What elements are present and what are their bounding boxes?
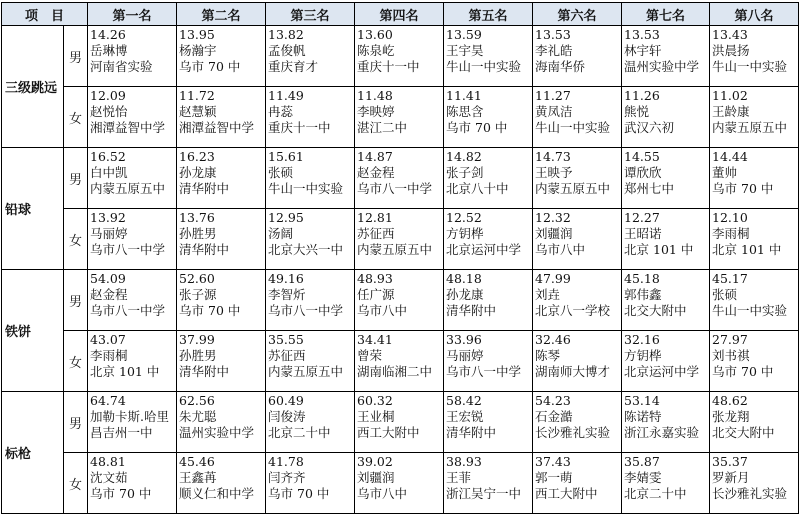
result-cell xyxy=(622,87,710,148)
result-cell xyxy=(622,26,710,87)
result-cell xyxy=(266,209,355,270)
athlete-name: 谭欣欣 xyxy=(624,165,662,180)
result-cell xyxy=(710,453,799,514)
gender-label: 女 xyxy=(64,209,88,270)
place-header: 第四名 xyxy=(355,3,444,26)
place-header: 第八名 xyxy=(710,3,799,26)
athlete-name: 方钥桦 xyxy=(446,226,484,241)
athlete-score: 62.56 xyxy=(179,393,215,408)
athlete-school: 清华附中 xyxy=(179,364,230,379)
athlete-name: 王鑫苒 xyxy=(179,470,217,485)
athlete-score: 13.43 xyxy=(712,27,748,42)
athlete-school: 乌市八一中学 xyxy=(90,303,166,318)
athlete-score: 13.95 xyxy=(179,27,215,42)
athlete-score: 13.60 xyxy=(357,27,393,42)
result-cell xyxy=(444,87,533,148)
athlete-score: 12.81 xyxy=(357,210,393,225)
athlete-school: 郑州七中 xyxy=(624,181,675,196)
athlete-name: 苏征西 xyxy=(357,226,395,241)
result-cell xyxy=(88,209,177,270)
athlete-name: 郭一萌 xyxy=(535,470,573,485)
athlete-name: 李婧雯 xyxy=(624,470,662,485)
athlete-school: 乌市 70 中 xyxy=(179,303,241,318)
athlete-name: 张硕 xyxy=(268,165,294,180)
athlete-school: 乌市八一中学 xyxy=(268,303,344,318)
result-cell xyxy=(533,392,622,453)
athlete-school: 乌市 70 中 xyxy=(179,59,241,74)
result-cell xyxy=(444,209,533,270)
athlete-name: 闫俊涛 xyxy=(268,409,306,424)
result-cell xyxy=(444,26,533,87)
athlete-school: 顺义仁和中学 xyxy=(179,486,255,501)
athlete-school: 北京 101 中 xyxy=(90,364,160,379)
result-cell xyxy=(177,270,266,331)
result-cell xyxy=(266,87,355,148)
athlete-score: 35.55 xyxy=(268,332,304,347)
result-cell xyxy=(710,270,799,331)
athlete-name: 刘疆润 xyxy=(535,226,573,241)
athlete-school: 浙江吴宁一中 xyxy=(446,486,522,501)
athlete-name: 孟俊帆 xyxy=(268,43,306,58)
result-cell xyxy=(177,209,266,270)
athlete-school: 乌市 70 中 xyxy=(712,181,774,196)
athlete-score: 34.41 xyxy=(357,332,393,347)
athlete-name: 赵悦怡 xyxy=(90,104,128,119)
result-cell xyxy=(88,392,177,453)
gender-label: 女 xyxy=(64,331,88,392)
athlete-school: 湖南临湘二中 xyxy=(357,364,433,379)
athlete-name: 张子剑 xyxy=(446,165,484,180)
item-header: 项 目 xyxy=(2,3,88,26)
athlete-score: 64.74 xyxy=(90,393,126,408)
athlete-score: 38.93 xyxy=(446,454,482,469)
athlete-school: 北京运河中学 xyxy=(446,242,522,257)
athlete-name: 李礼皓 xyxy=(535,43,573,58)
athlete-name: 方钥桦 xyxy=(624,348,662,363)
athlete-school: 牛山一中实验 xyxy=(268,181,344,196)
athlete-name: 孙胜男 xyxy=(179,348,217,363)
result-cell xyxy=(533,87,622,148)
athlete-school: 牛山一中实验 xyxy=(712,303,788,318)
result-cell xyxy=(533,148,622,209)
athlete-score: 35.37 xyxy=(712,454,748,469)
result-cell xyxy=(88,26,177,87)
result-cell xyxy=(355,453,444,514)
result-cell xyxy=(533,209,622,270)
athlete-name: 董帅 xyxy=(712,165,738,180)
result-cell xyxy=(710,209,799,270)
result-cell xyxy=(88,453,177,514)
gender-label: 男 xyxy=(64,148,88,209)
athlete-score: 13.53 xyxy=(535,27,571,42)
result-cell xyxy=(177,87,266,148)
athlete-score: 48.18 xyxy=(446,271,482,286)
result-cell xyxy=(177,331,266,392)
athlete-name: 闫齐齐 xyxy=(268,470,306,485)
athlete-name: 李映婷 xyxy=(357,104,395,119)
athlete-score: 14.55 xyxy=(624,149,660,164)
event-name: 三级跳远 xyxy=(2,26,64,148)
athlete-score: 13.53 xyxy=(624,27,660,42)
result-cell xyxy=(266,392,355,453)
athlete-school: 清华附中 xyxy=(446,425,497,440)
athlete-score: 12.27 xyxy=(624,210,660,225)
athlete-score: 13.92 xyxy=(90,210,126,225)
athlete-school: 乌市八一中学 xyxy=(446,364,522,379)
athlete-school: 重庆十一中 xyxy=(268,120,331,135)
athlete-score: 11.41 xyxy=(446,88,482,103)
athlete-score: 48.62 xyxy=(712,393,748,408)
athlete-name: 赵金程 xyxy=(357,165,395,180)
athlete-school: 牛山一中实验 xyxy=(446,59,522,74)
athlete-name: 罗新月 xyxy=(712,470,750,485)
athlete-name: 王菲 xyxy=(446,470,472,485)
result-cell xyxy=(355,331,444,392)
athlete-school: 湘潭益智中学 xyxy=(90,120,166,135)
athlete-school: 北交大附中 xyxy=(712,425,775,440)
athlete-score: 45.18 xyxy=(624,271,660,286)
result-cell xyxy=(355,87,444,148)
result-cell xyxy=(266,453,355,514)
athlete-name: 陈泉屹 xyxy=(357,43,395,58)
athlete-school: 乌市八一中学 xyxy=(357,181,433,196)
athlete-score: 47.99 xyxy=(535,271,571,286)
result-cell xyxy=(266,270,355,331)
athlete-score: 14.44 xyxy=(712,149,748,164)
athlete-name: 王宏锐 xyxy=(446,409,484,424)
athlete-name: 熊悦 xyxy=(624,104,650,119)
athlete-score: 49.16 xyxy=(268,271,304,286)
athlete-name: 李雨桐 xyxy=(712,226,750,241)
athlete-score: 39.02 xyxy=(357,454,393,469)
results-body xyxy=(2,26,799,514)
athlete-name: 赵金程 xyxy=(90,287,128,302)
athlete-school: 北京二十中 xyxy=(268,425,331,440)
athlete-name: 孙胜男 xyxy=(179,226,217,241)
athlete-school: 乌市 70 中 xyxy=(712,364,774,379)
athlete-score: 14.26 xyxy=(90,27,126,42)
header-row xyxy=(2,3,799,26)
athlete-name: 李智炘 xyxy=(268,287,306,302)
athlete-school: 北京 101 中 xyxy=(624,242,694,257)
gender-label: 男 xyxy=(64,26,88,87)
athlete-score: 13.59 xyxy=(446,27,482,42)
result-cell xyxy=(533,453,622,514)
place-header: 第一名 xyxy=(88,3,177,26)
athlete-name: 王宇昊 xyxy=(446,43,484,58)
result-cell xyxy=(710,331,799,392)
place-header: 第三名 xyxy=(266,3,355,26)
result-cell xyxy=(710,26,799,87)
athlete-score: 13.76 xyxy=(179,210,215,225)
result-cell xyxy=(355,270,444,331)
athlete-school: 重庆十一中 xyxy=(357,59,420,74)
athlete-score: 33.96 xyxy=(446,332,482,347)
result-cell xyxy=(177,392,266,453)
athlete-name: 陈琴 xyxy=(535,348,561,363)
athlete-name: 杨瀚宇 xyxy=(179,43,217,58)
athlete-school: 乌市 70 中 xyxy=(268,486,330,501)
athlete-school: 乌市八一中学 xyxy=(90,242,166,257)
athlete-name: 郭伟鑫 xyxy=(624,287,662,302)
athlete-score: 60.32 xyxy=(357,393,393,408)
athlete-school: 河南省实验 xyxy=(90,59,153,74)
result-cell xyxy=(444,392,533,453)
result-cell xyxy=(622,209,710,270)
athlete-score: 14.73 xyxy=(535,149,571,164)
result-cell xyxy=(444,453,533,514)
athlete-school: 内蒙五原五中 xyxy=(268,364,344,379)
athlete-score: 11.48 xyxy=(357,88,393,103)
result-cell xyxy=(355,26,444,87)
athlete-school: 北京二十中 xyxy=(624,486,687,501)
athlete-score: 11.26 xyxy=(624,88,660,103)
athlete-score: 43.07 xyxy=(90,332,126,347)
result-cell xyxy=(444,270,533,331)
athlete-score: 45.46 xyxy=(179,454,215,469)
result-cell xyxy=(266,26,355,87)
athlete-score: 16.23 xyxy=(179,149,215,164)
athlete-score: 11.27 xyxy=(535,88,571,103)
athlete-name: 朱尤聪 xyxy=(179,409,217,424)
athlete-score: 13.82 xyxy=(268,27,304,42)
result-row xyxy=(2,209,799,270)
athlete-school: 海南华侨 xyxy=(535,59,586,74)
athlete-name: 张硕 xyxy=(712,287,738,302)
result-cell xyxy=(88,270,177,331)
result-cell xyxy=(533,270,622,331)
athlete-name: 王昭诺 xyxy=(624,226,662,241)
athlete-school: 重庆育才 xyxy=(268,59,319,74)
athlete-school: 内蒙五原五中 xyxy=(90,181,166,196)
athlete-name: 王龄康 xyxy=(712,104,750,119)
result-row xyxy=(2,148,799,209)
athlete-name: 张子源 xyxy=(179,287,217,302)
athlete-school: 北交大附中 xyxy=(624,303,687,318)
result-cell xyxy=(88,331,177,392)
athlete-school: 温州实验中学 xyxy=(179,425,255,440)
athlete-name: 洪晨扬 xyxy=(712,43,750,58)
gender-label: 男 xyxy=(64,270,88,331)
result-cell xyxy=(710,148,799,209)
athlete-name: 加勒卡斯.哈里 xyxy=(90,409,169,424)
athlete-school: 乌市 70 中 xyxy=(446,120,508,135)
athlete-score: 12.09 xyxy=(90,88,126,103)
athlete-score: 35.87 xyxy=(624,454,660,469)
athlete-school: 内蒙五原五中 xyxy=(357,242,433,257)
result-cell xyxy=(622,148,710,209)
athlete-score: 11.49 xyxy=(268,88,304,103)
athlete-name: 曾荣 xyxy=(357,348,383,363)
place-header: 第五名 xyxy=(444,3,533,26)
athlete-name: 陈思含 xyxy=(446,104,484,119)
athlete-name: 刘书祺 xyxy=(712,348,750,363)
result-cell xyxy=(444,148,533,209)
result-cell xyxy=(710,392,799,453)
athlete-name: 汤阔 xyxy=(268,226,294,241)
athlete-school: 乌市八中 xyxy=(357,303,408,318)
result-cell xyxy=(355,148,444,209)
result-cell xyxy=(622,331,710,392)
athlete-school: 内蒙五原五中 xyxy=(712,120,788,135)
gender-label: 女 xyxy=(64,87,88,148)
athlete-name: 林宇轩 xyxy=(624,43,662,58)
result-row xyxy=(2,392,799,453)
result-cell xyxy=(88,148,177,209)
result-cell xyxy=(622,392,710,453)
place-header: 第七名 xyxy=(622,3,710,26)
athlete-score: 54.09 xyxy=(90,271,126,286)
result-cell xyxy=(88,87,177,148)
result-row xyxy=(2,331,799,392)
athlete-name: 王映予 xyxy=(535,165,573,180)
athlete-score: 16.52 xyxy=(90,149,126,164)
athlete-school: 长沙雅礼实验 xyxy=(712,486,788,501)
result-cell xyxy=(266,148,355,209)
result-row xyxy=(2,87,799,148)
athlete-score: 12.32 xyxy=(535,210,571,225)
result-cell xyxy=(266,331,355,392)
athlete-school: 湘潭益智中学 xyxy=(179,120,255,135)
event-name: 铁饼 xyxy=(2,270,64,392)
athlete-score: 58.42 xyxy=(446,393,482,408)
result-cell xyxy=(177,453,266,514)
athlete-name: 马丽婷 xyxy=(446,348,484,363)
athlete-school: 长沙雅礼实验 xyxy=(535,425,611,440)
athlete-score: 15.61 xyxy=(268,149,304,164)
athlete-name: 白中凯 xyxy=(90,165,128,180)
athlete-name: 冉蕊 xyxy=(268,104,294,119)
athlete-school: 乌市八中 xyxy=(357,486,408,501)
athlete-name: 王业桐 xyxy=(357,409,395,424)
athlete-school: 西工大附中 xyxy=(535,486,598,501)
result-cell xyxy=(710,87,799,148)
athlete-score: 37.99 xyxy=(179,332,215,347)
athlete-score: 14.82 xyxy=(446,149,482,164)
result-cell xyxy=(355,392,444,453)
athlete-score: 41.78 xyxy=(268,454,304,469)
athlete-school: 浙江永嘉实验 xyxy=(624,425,700,440)
athlete-school: 清华附中 xyxy=(446,303,497,318)
athlete-score: 37.43 xyxy=(535,454,571,469)
athlete-name: 马丽婷 xyxy=(90,226,128,241)
athlete-score: 12.10 xyxy=(712,210,748,225)
athlete-name: 石金澔 xyxy=(535,409,573,424)
athlete-name: 孙龙康 xyxy=(179,165,217,180)
athlete-school: 北京 101 中 xyxy=(712,242,782,257)
athlete-school: 牛山一中实验 xyxy=(712,59,788,74)
result-cell xyxy=(622,453,710,514)
result-cell xyxy=(622,270,710,331)
result-row xyxy=(2,270,799,331)
gender-label: 男 xyxy=(64,392,88,453)
athlete-name: 陈诺特 xyxy=(624,409,662,424)
result-cell xyxy=(444,331,533,392)
gender-label: 女 xyxy=(64,453,88,514)
athlete-school: 牛山一中实验 xyxy=(535,120,611,135)
athlete-score: 48.93 xyxy=(357,271,393,286)
result-cell xyxy=(533,331,622,392)
athlete-name: 赵慧颖 xyxy=(179,104,217,119)
athlete-score: 53.14 xyxy=(624,393,660,408)
athlete-score: 48.81 xyxy=(90,454,126,469)
athlete-school: 清华附中 xyxy=(179,181,230,196)
result-cell xyxy=(177,148,266,209)
athlete-name: 沈文茹 xyxy=(90,470,128,485)
athlete-score: 60.49 xyxy=(268,393,304,408)
results-table xyxy=(1,2,799,514)
athlete-score: 12.52 xyxy=(446,210,482,225)
athlete-name: 岳琳博 xyxy=(90,43,128,58)
athlete-school: 温州实验中学 xyxy=(624,59,700,74)
athlete-school: 北京八一学校 xyxy=(535,303,611,318)
athlete-score: 14.87 xyxy=(357,149,393,164)
athlete-score: 32.16 xyxy=(624,332,660,347)
athlete-school: 乌市八中 xyxy=(535,242,586,257)
result-cell xyxy=(533,26,622,87)
result-cell xyxy=(355,209,444,270)
athlete-school: 西工大附中 xyxy=(357,425,420,440)
athlete-school: 乌市 70 中 xyxy=(90,486,152,501)
athlete-school: 武汉六初 xyxy=(624,120,675,135)
athlete-score: 11.72 xyxy=(179,88,215,103)
athlete-name: 张龙翔 xyxy=(712,409,750,424)
event-name: 标枪 xyxy=(2,392,64,514)
athlete-school: 湛江二中 xyxy=(357,120,408,135)
result-row xyxy=(2,453,799,514)
athlete-name: 刘垚 xyxy=(535,287,561,302)
event-name: 铅球 xyxy=(2,148,64,270)
athlete-score: 54.23 xyxy=(535,393,571,408)
athlete-name: 苏征西 xyxy=(268,348,306,363)
athlete-score: 32.46 xyxy=(535,332,571,347)
place-header: 第二名 xyxy=(177,3,266,26)
athlete-score: 52.60 xyxy=(179,271,215,286)
athlete-school: 清华附中 xyxy=(179,242,230,257)
athlete-name: 任广源 xyxy=(357,287,395,302)
result-cell xyxy=(177,26,266,87)
athlete-school: 北京运河中学 xyxy=(624,364,700,379)
athlete-school: 昌吉州一中 xyxy=(90,425,153,440)
athlete-score: 12.95 xyxy=(268,210,304,225)
athlete-school: 北京大兴一中 xyxy=(268,242,344,257)
athlete-score: 27.97 xyxy=(712,332,748,347)
athlete-school: 北京八十中 xyxy=(446,181,509,196)
athlete-name: 黄凤洁 xyxy=(535,104,573,119)
athlete-school: 湖南师大博才 xyxy=(535,364,611,379)
result-row xyxy=(2,26,799,87)
place-header: 第六名 xyxy=(533,3,622,26)
athlete-score: 45.17 xyxy=(712,271,748,286)
athlete-name: 李雨桐 xyxy=(90,348,128,363)
athlete-score: 11.02 xyxy=(712,88,748,103)
athlete-school: 内蒙五原五中 xyxy=(535,181,611,196)
athlete-name: 孙龙康 xyxy=(446,287,484,302)
athlete-name: 刘疆润 xyxy=(357,470,395,485)
